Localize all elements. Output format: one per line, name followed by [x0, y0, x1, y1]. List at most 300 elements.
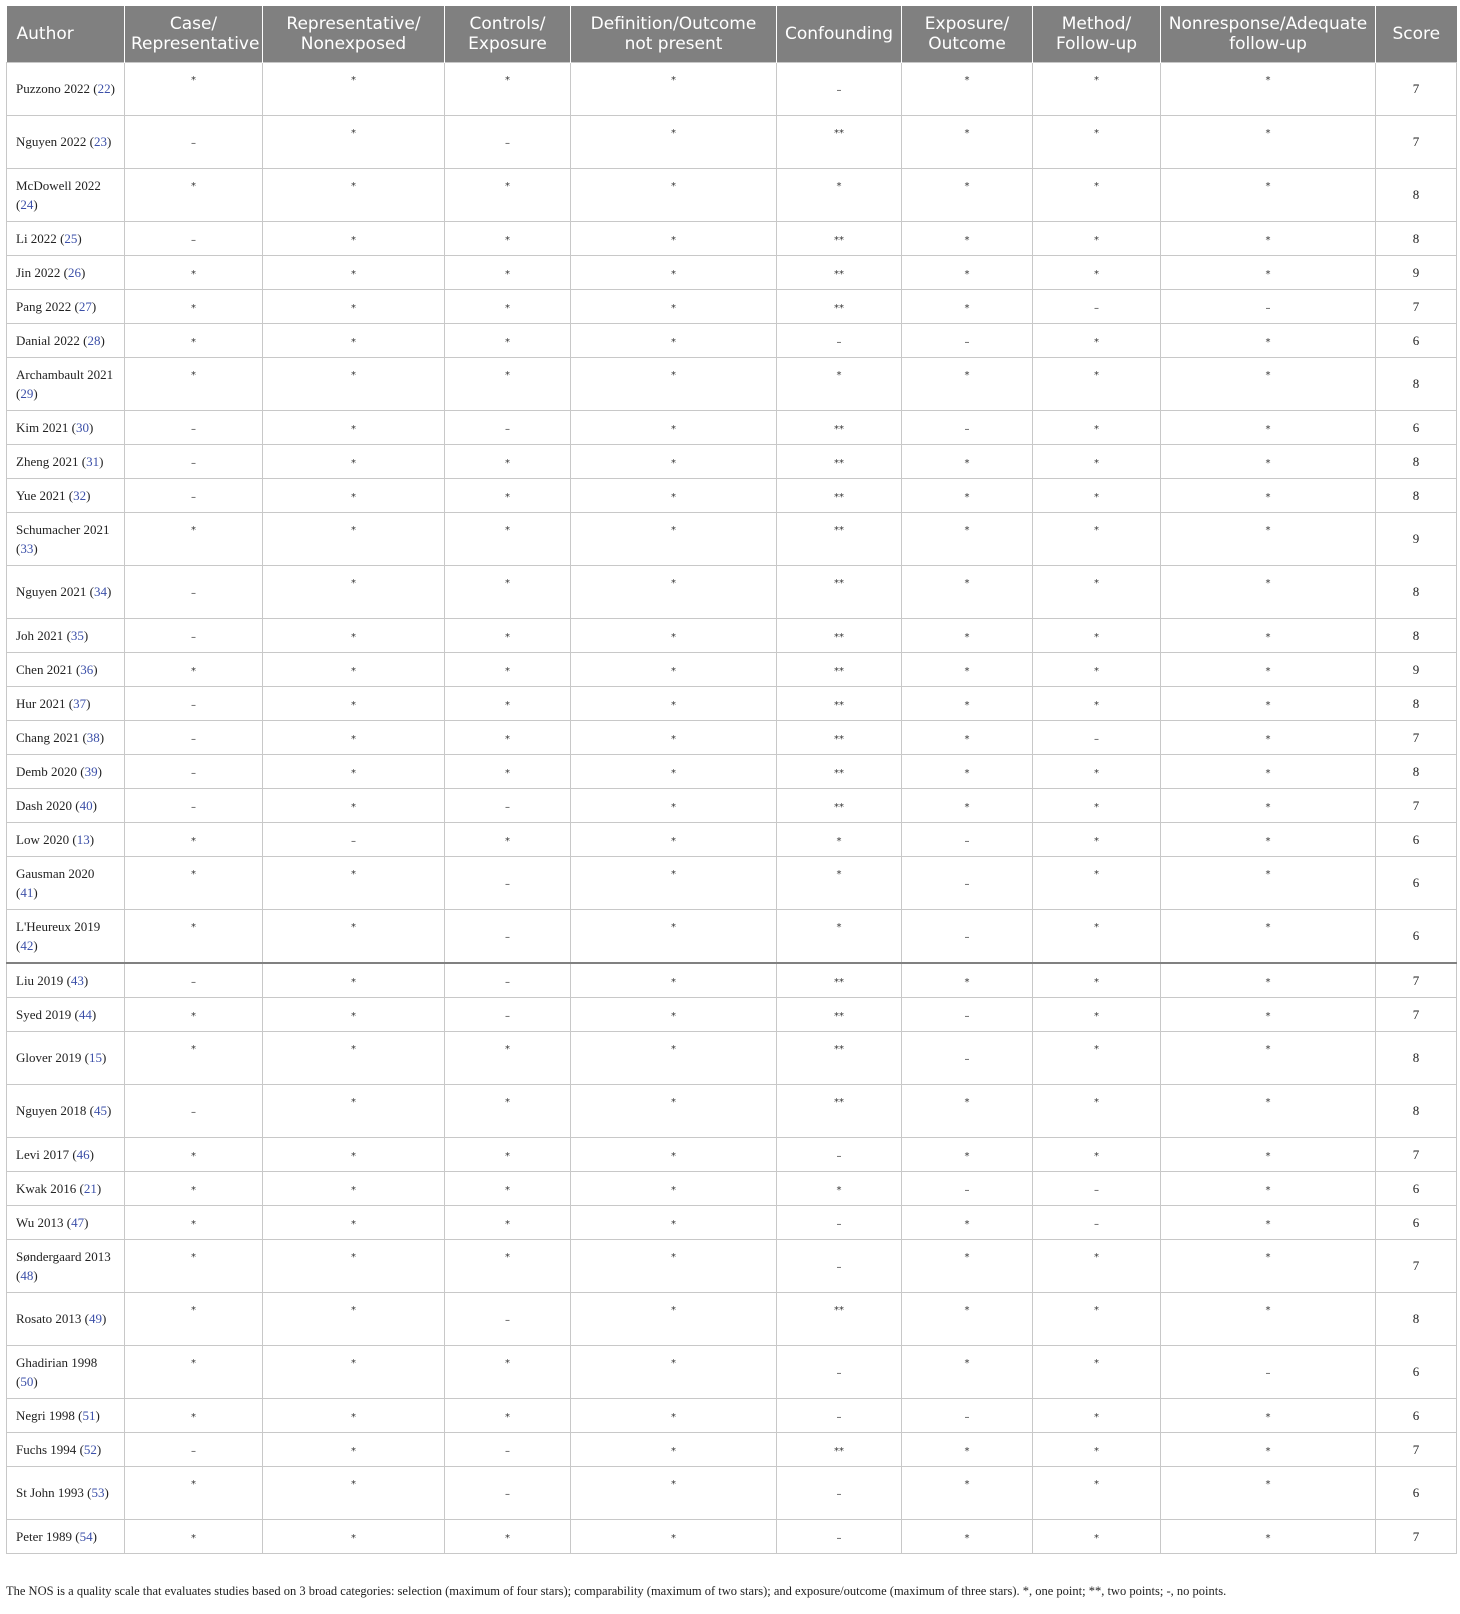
reference-link[interactable]: 24	[20, 197, 34, 212]
rating-cell-definition-outcome	[571, 1520, 777, 1554]
table-row	[7, 687, 1457, 721]
star-rating: *	[351, 1479, 356, 1490]
star-rating: *	[1094, 699, 1099, 711]
rating-cell-method-followup	[1033, 619, 1161, 653]
rating-cell-method-followup	[1033, 1433, 1161, 1467]
no-point-dash: –	[964, 1010, 970, 1022]
rating-cell-controls-exposure	[445, 566, 571, 619]
rating-cell-definition-outcome	[571, 116, 777, 169]
star-rating: *	[964, 733, 970, 745]
star-rating: *	[351, 370, 356, 381]
star-rating: *	[351, 75, 356, 86]
author-cell: Ghadirian 1998 (50)	[7, 1346, 125, 1399]
star-rating: *	[1265, 1150, 1271, 1162]
star-rating: *	[191, 525, 196, 536]
rating-cell-method-followup	[1033, 910, 1161, 964]
star-rating: **	[834, 578, 844, 589]
star-rating: *	[505, 457, 510, 469]
score-value: 8	[1412, 1311, 1420, 1326]
score-cell	[1376, 619, 1457, 653]
rating-cell-nonresponse-followup	[1161, 1520, 1376, 1554]
star-rating: *	[191, 1010, 196, 1022]
author-name: Syed 2019	[16, 1006, 72, 1022]
table-row	[7, 513, 1457, 566]
star-rating: *	[1265, 336, 1271, 348]
star-rating: *	[964, 699, 970, 711]
rating-cell-nonresponse-followup	[1161, 998, 1376, 1032]
rating-cell-case-representative	[125, 479, 263, 513]
author-cell: Yue 2021 (32)	[7, 479, 125, 513]
column-header-confounding	[777, 6, 902, 63]
author-name: Puzzono 2022	[16, 81, 91, 97]
column-header-exposure-outcome	[902, 6, 1033, 63]
rating-cell-confounding	[777, 1085, 902, 1138]
star-rating: *	[964, 578, 970, 589]
table-body	[7, 63, 1457, 1554]
reference-link[interactable]: 21	[83, 1180, 97, 1196]
rating-cell-exposure-outcome	[902, 324, 1033, 358]
reference-link[interactable]: 29	[20, 386, 34, 401]
reference-link[interactable]: 42	[20, 938, 34, 953]
score-cell	[1376, 63, 1457, 116]
rating-cell-method-followup	[1033, 998, 1161, 1032]
star-rating: *	[1265, 181, 1271, 192]
reference-link[interactable]: 31	[86, 453, 100, 469]
reference-link[interactable]: 47	[71, 1214, 85, 1230]
rating-cell-representative-nonexposed	[263, 358, 445, 411]
score-value: 6	[1412, 875, 1420, 890]
rating-cell-nonresponse-followup	[1161, 1206, 1376, 1240]
score-cell	[1376, 1467, 1457, 1520]
star-rating: *	[1265, 1305, 1271, 1316]
rating-cell-nonresponse-followup	[1161, 222, 1376, 256]
star-rating: *	[505, 268, 510, 280]
star-rating: *	[836, 370, 842, 381]
star-rating: *	[671, 370, 676, 381]
rating-cell-representative-nonexposed	[263, 755, 445, 789]
star-rating: *	[1094, 370, 1099, 381]
star-rating: **	[834, 302, 844, 314]
rating-cell-definition-outcome	[571, 169, 777, 222]
author-name: Demb 2020	[16, 763, 78, 779]
rating-cell-controls-exposure	[445, 619, 571, 653]
rating-cell-confounding	[777, 857, 902, 910]
reference-link[interactable]: 25	[64, 230, 78, 246]
star-rating: *	[1265, 457, 1271, 469]
column-header-score	[1376, 6, 1457, 63]
rating-cell-nonresponse-followup	[1161, 256, 1376, 290]
author-cell: Gausman 2020 (41)	[7, 857, 125, 910]
reference-link[interactable]: 13	[76, 831, 90, 847]
rating-cell-representative-nonexposed	[263, 116, 445, 169]
rating-cell-method-followup	[1033, 290, 1161, 324]
rating-cell-nonresponse-followup	[1161, 1467, 1376, 1520]
reference-link[interactable]: 28	[87, 332, 101, 348]
rating-cell-confounding	[777, 445, 902, 479]
star-rating: *	[671, 423, 676, 435]
no-point-dash: –	[191, 801, 196, 813]
score-cell	[1376, 411, 1457, 445]
author-name: Liu 2019	[16, 972, 64, 988]
rating-cell-controls-exposure	[445, 256, 571, 290]
rating-cell-confounding	[777, 1240, 902, 1293]
rating-cell-case-representative	[125, 445, 263, 479]
star-rating: *	[671, 1252, 676, 1263]
author-name: Dash 2020	[16, 797, 72, 813]
rating-cell-definition-outcome	[571, 1138, 777, 1172]
rating-cell-nonresponse-followup	[1161, 1085, 1376, 1138]
star-rating: *	[671, 1097, 676, 1108]
author-cell: Zheng 2021 (31)	[7, 445, 125, 479]
star-rating: *	[964, 1150, 970, 1162]
reference-link[interactable]: 33	[20, 541, 34, 556]
rating-cell-controls-exposure	[445, 116, 571, 169]
author-cell: Rosato 2013 (49)	[7, 1293, 125, 1346]
rating-cell-exposure-outcome	[902, 1467, 1033, 1520]
rating-cell-method-followup	[1033, 479, 1161, 513]
rating-cell-nonresponse-followup	[1161, 1032, 1376, 1085]
rating-cell-case-representative	[125, 998, 263, 1032]
column-header-definition-outcome	[571, 6, 777, 63]
reference-link[interactable]: 15	[88, 1050, 102, 1066]
reference-link[interactable]: 48	[20, 1268, 34, 1283]
no-point-dash: –	[191, 423, 196, 435]
rating-cell-confounding	[777, 222, 902, 256]
rating-cell-representative-nonexposed	[263, 222, 445, 256]
star-rating: *	[351, 1044, 356, 1055]
rating-cell-confounding	[777, 169, 902, 222]
reference-link[interactable]: 35	[70, 627, 84, 643]
reference-link[interactable]: 43	[70, 972, 84, 988]
star-rating: *	[351, 302, 356, 314]
star-rating: *	[505, 1532, 510, 1544]
rating-cell-case-representative	[125, 1138, 263, 1172]
no-point-dash: –	[964, 879, 970, 890]
reference-link[interactable]: 50	[20, 1374, 34, 1389]
star-rating: **	[834, 767, 844, 779]
star-rating: *	[671, 1532, 676, 1544]
no-point-dash: –	[1265, 1368, 1271, 1379]
rating-cell-definition-outcome	[571, 222, 777, 256]
rating-cell-definition-outcome	[571, 1032, 777, 1085]
author-name: Fuchs 1994	[16, 1441, 77, 1457]
author-name: Low 2020	[16, 831, 70, 847]
star-rating: *	[671, 302, 676, 314]
rating-cell-method-followup	[1033, 358, 1161, 411]
rating-cell-exposure-outcome	[902, 445, 1033, 479]
score-cell	[1376, 445, 1457, 479]
score-value: 7	[1412, 298, 1420, 314]
star-rating: *	[964, 1305, 970, 1316]
table-row	[7, 169, 1457, 222]
rating-cell-definition-outcome	[571, 755, 777, 789]
star-rating: *	[671, 1479, 676, 1490]
score-cell	[1376, 857, 1457, 910]
star-rating: *	[671, 835, 676, 847]
rating-cell-representative-nonexposed	[263, 324, 445, 358]
rating-cell-method-followup	[1033, 1138, 1161, 1172]
score-cell	[1376, 823, 1457, 857]
column-header-text: Author	[16, 24, 74, 44]
star-rating: *	[1094, 181, 1099, 192]
rating-cell-definition-outcome	[571, 789, 777, 823]
rating-cell-representative-nonexposed	[263, 823, 445, 857]
no-point-dash: –	[505, 1489, 510, 1500]
rating-cell-nonresponse-followup	[1161, 1240, 1376, 1293]
no-point-dash: –	[505, 801, 510, 813]
rating-cell-nonresponse-followup	[1161, 1433, 1376, 1467]
rating-cell-case-representative	[125, 63, 263, 116]
star-rating: *	[1265, 128, 1271, 139]
rating-cell-nonresponse-followup	[1161, 116, 1376, 169]
no-point-dash: –	[505, 1315, 510, 1326]
rating-cell-nonresponse-followup	[1161, 513, 1376, 566]
table-row	[7, 755, 1457, 789]
rating-cell-confounding	[777, 687, 902, 721]
rating-cell-nonresponse-followup	[1161, 1399, 1376, 1433]
rating-cell-confounding	[777, 653, 902, 687]
star-rating: **	[834, 1010, 844, 1022]
rating-cell-confounding	[777, 1346, 902, 1399]
rating-cell-confounding	[777, 290, 902, 324]
reference-link[interactable]: 51	[82, 1407, 96, 1423]
rating-cell-case-representative	[125, 169, 263, 222]
reference-link[interactable]: 45	[94, 1103, 108, 1119]
no-point-dash: –	[1094, 733, 1099, 745]
rating-cell-exposure-outcome	[902, 116, 1033, 169]
rating-cell-definition-outcome	[571, 1085, 777, 1138]
reference-link[interactable]: 38	[86, 729, 100, 745]
author-name: L'Heureux 2019	[16, 918, 101, 934]
rating-cell-confounding	[777, 1467, 902, 1520]
author-cell: Chen 2021 (36)	[7, 653, 125, 687]
no-point-dash: –	[964, 336, 970, 348]
rating-cell-method-followup	[1033, 1240, 1161, 1293]
reference-link[interactable]: 36	[80, 661, 94, 677]
rating-cell-case-representative	[125, 411, 263, 445]
star-rating: *	[1094, 1044, 1099, 1055]
no-point-dash: –	[191, 234, 196, 246]
rating-cell-case-representative	[125, 1172, 263, 1206]
table-row	[7, 566, 1457, 619]
star-rating: *	[191, 1252, 196, 1263]
author-cell: Dash 2020 (40)	[7, 789, 125, 823]
star-rating: *	[505, 336, 510, 348]
rating-cell-confounding	[777, 411, 902, 445]
star-rating: *	[1265, 1445, 1271, 1457]
star-rating: *	[351, 1150, 356, 1162]
rating-cell-controls-exposure	[445, 1032, 571, 1085]
rating-cell-confounding	[777, 1293, 902, 1346]
rating-cell-confounding	[777, 479, 902, 513]
rating-cell-controls-exposure	[445, 910, 571, 964]
star-rating: *	[836, 181, 842, 192]
reference-link[interactable]: 32	[73, 487, 87, 503]
star-rating: *	[1265, 370, 1271, 381]
score-cell	[1376, 1138, 1457, 1172]
star-rating: *	[1265, 1532, 1271, 1544]
star-rating: *	[1094, 1097, 1099, 1108]
rating-cell-exposure-outcome	[902, 1172, 1033, 1206]
rating-cell-representative-nonexposed	[263, 1085, 445, 1138]
no-point-dash: –	[191, 631, 196, 643]
reference-link[interactable]: 54	[79, 1528, 93, 1544]
author-cell: Søndergaard 2013 (48)	[7, 1240, 125, 1293]
rating-cell-confounding	[777, 721, 902, 755]
rating-cell-representative-nonexposed	[263, 721, 445, 755]
star-rating: *	[1265, 268, 1271, 280]
star-rating: **	[834, 491, 844, 503]
table-row	[7, 445, 1457, 479]
star-rating: *	[505, 665, 510, 677]
rating-cell-definition-outcome	[571, 411, 777, 445]
star-rating: *	[964, 234, 970, 246]
score-cell	[1376, 1346, 1457, 1399]
rating-cell-controls-exposure	[445, 1085, 571, 1138]
score-value: 9	[1412, 264, 1420, 280]
author-name: Jin 2022	[16, 264, 61, 280]
rating-cell-case-representative	[125, 653, 263, 687]
no-point-dash: –	[191, 138, 196, 149]
star-rating: *	[191, 665, 196, 677]
star-rating: *	[671, 181, 676, 192]
rating-cell-method-followup	[1033, 789, 1161, 823]
table-header-row	[7, 6, 1457, 63]
score-cell	[1376, 963, 1457, 998]
star-rating: *	[1265, 578, 1271, 589]
table-row	[7, 1433, 1457, 1467]
star-rating: *	[191, 1184, 196, 1196]
rating-cell-confounding	[777, 963, 902, 998]
score-value: 9	[1412, 531, 1420, 546]
rating-cell-nonresponse-followup	[1161, 169, 1376, 222]
rating-cell-confounding	[777, 1172, 902, 1206]
rating-cell-definition-outcome	[571, 1433, 777, 1467]
star-rating: *	[1265, 1097, 1271, 1108]
star-rating: *	[964, 370, 970, 381]
rating-cell-method-followup	[1033, 63, 1161, 116]
reference-link[interactable]: 49	[88, 1311, 102, 1327]
star-rating: *	[1094, 922, 1099, 933]
rating-cell-controls-exposure	[445, 857, 571, 910]
reference-link[interactable]: 22	[97, 81, 111, 97]
reference-link[interactable]: 46	[76, 1146, 90, 1162]
no-point-dash: –	[836, 85, 842, 96]
rating-cell-controls-exposure	[445, 1240, 571, 1293]
star-rating: *	[1094, 1411, 1099, 1423]
star-rating: *	[351, 1532, 356, 1544]
table-row	[7, 1085, 1457, 1138]
table-row	[7, 857, 1457, 910]
star-rating: *	[505, 835, 510, 847]
star-rating: *	[671, 733, 676, 745]
rating-cell-exposure-outcome	[902, 687, 1033, 721]
star-rating: *	[351, 631, 356, 643]
author-name: Pang 2022	[16, 298, 72, 314]
star-rating: *	[1094, 1150, 1099, 1162]
reference-link[interactable]: 34	[94, 584, 108, 600]
star-rating: *	[1265, 75, 1271, 86]
column-header-text: Exposure	[468, 34, 547, 54]
score-cell	[1376, 222, 1457, 256]
author-name: Yue 2021	[16, 487, 66, 503]
reference-link[interactable]: 41	[20, 885, 34, 900]
reference-link[interactable]: 27	[78, 298, 92, 314]
reference-link[interactable]: 23	[94, 134, 108, 150]
star-rating: *	[964, 1445, 970, 1457]
rating-cell-exposure-outcome	[902, 1433, 1033, 1467]
star-rating: *	[505, 491, 510, 503]
star-rating: *	[836, 835, 842, 847]
score-value: 6	[1412, 831, 1420, 847]
rating-cell-controls-exposure	[445, 513, 571, 566]
rating-cell-representative-nonexposed	[263, 566, 445, 619]
author-name: St John 1993	[16, 1485, 84, 1501]
rating-cell-method-followup	[1033, 1467, 1161, 1520]
star-rating: *	[351, 268, 356, 280]
rating-cell-confounding	[777, 256, 902, 290]
table-row	[7, 1467, 1457, 1520]
author-cell: Nguyen 2021 (34)	[7, 566, 125, 619]
author-name: Wu 2013	[16, 1214, 64, 1230]
author-name: Li 2022	[16, 230, 57, 246]
star-rating: *	[191, 1044, 196, 1055]
star-rating: *	[505, 1252, 510, 1263]
star-rating: *	[1094, 75, 1099, 86]
reference-link[interactable]: 40	[79, 797, 93, 813]
star-rating: *	[671, 525, 676, 536]
rating-cell-representative-nonexposed	[263, 653, 445, 687]
reference-link[interactable]: 26	[68, 264, 82, 280]
star-rating: **	[834, 801, 844, 813]
rating-cell-confounding	[777, 116, 902, 169]
rating-cell-exposure-outcome	[902, 1206, 1033, 1240]
star-rating: *	[505, 181, 510, 192]
score-cell	[1376, 566, 1457, 619]
no-point-dash: –	[505, 976, 510, 988]
star-rating: *	[351, 1097, 356, 1108]
rating-cell-representative-nonexposed	[263, 1467, 445, 1520]
rating-cell-exposure-outcome	[902, 1138, 1033, 1172]
column-header-text: Definition/Outcome	[590, 14, 757, 34]
column-header-method-followup	[1033, 6, 1161, 63]
star-rating: *	[351, 1445, 356, 1457]
star-rating: *	[671, 234, 676, 246]
reference-link[interactable]: 37	[73, 695, 87, 711]
reference-link[interactable]: 52	[83, 1441, 97, 1457]
reference-link[interactable]: 30	[75, 419, 89, 435]
reference-link[interactable]: 44	[78, 1006, 92, 1022]
rating-cell-controls-exposure	[445, 222, 571, 256]
table-row	[7, 63, 1457, 116]
rating-cell-representative-nonexposed	[263, 789, 445, 823]
star-rating: *	[1094, 665, 1099, 677]
star-rating: *	[505, 302, 510, 314]
score-value: 6	[1412, 1364, 1420, 1379]
star-rating: *	[1265, 922, 1271, 933]
rating-cell-controls-exposure	[445, 1206, 571, 1240]
rating-cell-controls-exposure	[445, 721, 571, 755]
score-cell	[1376, 1032, 1457, 1085]
star-rating: *	[351, 128, 356, 139]
star-rating: *	[1094, 801, 1099, 813]
reference-link[interactable]: 53	[91, 1485, 105, 1501]
no-point-dash: –	[836, 1150, 842, 1162]
rating-cell-nonresponse-followup	[1161, 619, 1376, 653]
reference-link[interactable]: 39	[84, 763, 98, 779]
score-value: 8	[1412, 627, 1420, 643]
rating-cell-case-representative	[125, 963, 263, 998]
